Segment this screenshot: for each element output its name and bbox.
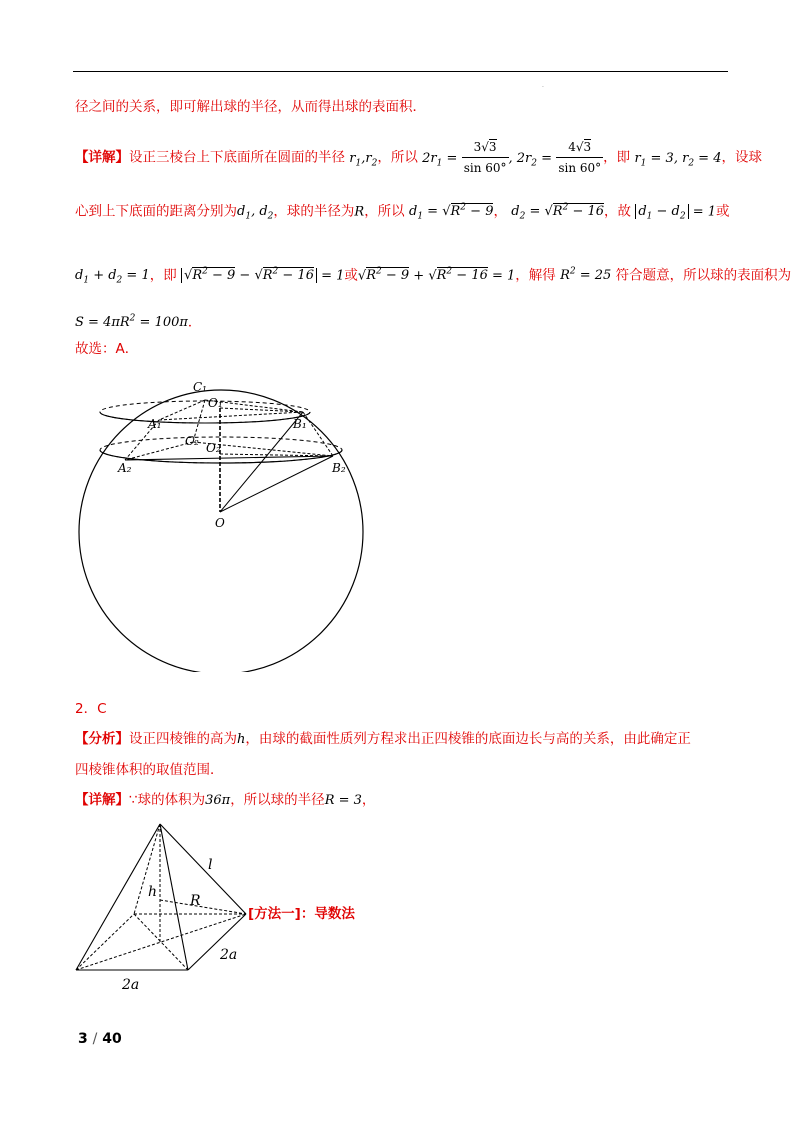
detail2-line <box>75 790 375 811</box>
question-2-head: 2．C <box>75 701 107 717</box>
text-span: ∵球的体积为 <box>129 792 206 808</box>
text-span: 设正三棱台上下底面所在圆面的半径 <box>129 149 345 166</box>
detail2-tag: 【详解】 <box>75 792 129 808</box>
text-span: ， <box>361 792 376 808</box>
edge-c1-a1 <box>159 400 205 420</box>
sphere-figure <box>75 372 370 672</box>
text-span: ，故 <box>604 203 632 220</box>
text-span: ， <box>493 203 507 220</box>
radius-lower <box>220 454 333 456</box>
label-c1: C₁ <box>193 380 207 394</box>
detail-tag: 【详解】 <box>75 149 129 166</box>
text-span: ，球的半径为 <box>273 203 355 220</box>
header-rule <box>73 71 728 72</box>
page-total: 40 <box>102 1031 122 1047</box>
text-span: 设正四棱锥的高为 <box>129 731 237 747</box>
detail-line-1 <box>75 137 762 178</box>
math-r1r2: $r_1,r_2$ <box>349 150 378 169</box>
page-current: 3 <box>78 1031 88 1047</box>
radius-line <box>160 900 246 914</box>
math-d1: $d_1 = √R^2 - 9$ <box>408 203 494 222</box>
analysis-line-2: 四棱锥体积的取值范围． <box>75 762 224 778</box>
label-o1: O₁ <box>208 396 223 410</box>
label-o2: O₂ <box>206 441 221 455</box>
page-number <box>78 1031 122 1047</box>
math-h: h <box>237 732 246 747</box>
text-line-1: 径之间的关系，即可解出球的半径，从而得出球的表面积． <box>75 99 426 115</box>
text-span: 或 <box>344 267 358 284</box>
math-abs-eq: $√R^2 - 9 - √R^2 - 16 = 1$ <box>181 268 344 283</box>
method-label: [方法一]：导数法 <box>248 906 355 922</box>
fraction-2: $\frac{4√3}{\sin 60^\circ}$ <box>556 137 603 178</box>
segment-o-b1 <box>220 412 303 512</box>
label-2a-base: 2a <box>122 977 140 993</box>
label-b2: B₂ <box>332 461 346 475</box>
text-span: ，即 <box>149 267 177 284</box>
text-span: ，所以球的半径 <box>230 792 325 808</box>
label-h: h <box>148 884 158 900</box>
label-R: R <box>190 893 201 909</box>
answer-line: 故选：A． <box>75 341 139 357</box>
analysis-tag: 【分析】 <box>75 731 129 747</box>
math-sum-eq: $√R^2 - 9 + √R^2 - 16 = 1$ <box>357 267 516 284</box>
text-span: ，即 <box>603 149 631 166</box>
header-dot: · <box>542 84 544 91</box>
page-separator: / <box>92 1031 98 1047</box>
label-b1: B₁ <box>293 417 307 431</box>
math-2r1: $2r_1$ = <box>422 150 458 169</box>
text-span: ，设球 <box>721 149 762 166</box>
edge-apex-back <box>134 824 160 914</box>
label-l: l <box>208 857 213 873</box>
edge-apex-front <box>160 824 188 970</box>
text-span: ，由球的截面性质列方程求出正四棱锥的底面边长与高的关系，由此确定正 <box>245 731 691 747</box>
base-left-hidden <box>76 914 134 970</box>
edge-b1-b2 <box>303 412 333 456</box>
text-span: 或 <box>716 203 730 220</box>
text-span: 符合题意，所以球的表面积为 <box>615 267 792 284</box>
sphere-outline <box>79 390 363 672</box>
math-R: R <box>354 204 365 220</box>
edge-c2-a2 <box>125 442 193 460</box>
diag-2 <box>134 914 188 970</box>
text-span: ． <box>187 314 202 331</box>
label-2a-side: 2a <box>220 947 238 963</box>
math-sum: $d_1 + d_2 = 1$ <box>75 268 150 286</box>
math-R2: $R^2 = 25$ <box>560 267 612 284</box>
math-r-values: $r_1 = 3$, $r_2 = 4$ <box>634 150 722 169</box>
detail-line-2 <box>75 198 730 227</box>
label-a1: A₁ <box>148 417 162 431</box>
edge-a1-b1 <box>159 412 303 420</box>
text-span: ，所以 <box>377 149 418 166</box>
math-d2: $d_2 = √R^2 - 16$ <box>511 203 605 222</box>
base-right <box>188 914 246 970</box>
label-c2: C₂ <box>185 434 199 448</box>
analysis-line-1 <box>75 729 691 750</box>
text-span: ，解得 <box>515 267 556 284</box>
label-o: O <box>215 516 225 530</box>
fraction-1: $\frac{3√3}{\sin 60^\circ}$ <box>462 137 509 178</box>
label-a2: A₂ <box>118 461 132 475</box>
detail-line-3 <box>75 262 791 291</box>
segment-o-b2 <box>220 456 333 512</box>
math-2r2: , $2r_2$ = <box>508 150 553 169</box>
math-volume: 36π <box>205 793 231 808</box>
math-d1d2: $d_1$, $d_2$ <box>237 204 274 222</box>
text-span: ，所以 <box>364 203 405 220</box>
math-diff: $d_1 - d_2 = 1$ <box>635 204 716 219</box>
math-R3: R = 3 <box>324 793 362 808</box>
text-span: 心到上下底面的距离分别为 <box>75 203 237 220</box>
edge-apex-right <box>160 824 246 914</box>
detail-line-4 <box>75 309 201 333</box>
math-surface: $S = 4\pi R^2 = 100\pi$ <box>75 314 188 331</box>
